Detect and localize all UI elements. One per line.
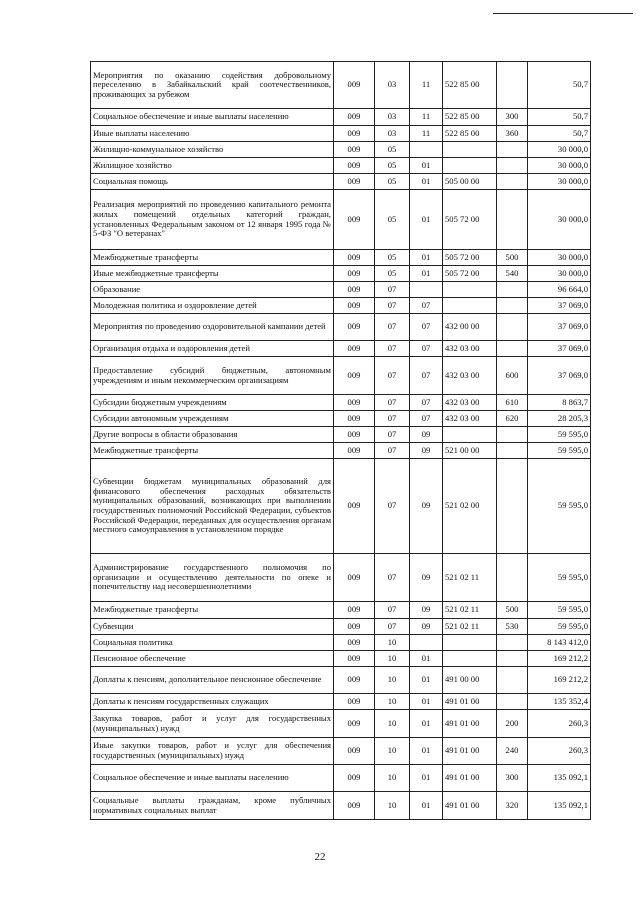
cell-csr xyxy=(443,651,497,667)
cell-csr: 505 72 00 xyxy=(443,190,497,250)
cell-csr: 505 72 00 xyxy=(443,266,497,282)
cell-csr: 432 03 00 xyxy=(443,411,497,427)
cell-name: Организация отдыха и оздоровления детей xyxy=(91,341,334,357)
table-row xyxy=(91,738,591,765)
cell-amount: 37 069,0 xyxy=(528,341,591,357)
cell-ved: 009 xyxy=(334,395,375,411)
table-row xyxy=(91,341,591,357)
cell-vr xyxy=(497,651,528,667)
cell-ved: 009 xyxy=(334,667,375,694)
cell-vr: 540 xyxy=(497,266,528,282)
cell-amount: 30 000,0 xyxy=(528,158,591,174)
cell-amount: 8 863,7 xyxy=(528,395,591,411)
cell-rz: 07 xyxy=(375,459,410,554)
cell-pr: 09 xyxy=(410,427,443,443)
cell-csr: 521 02 11 xyxy=(443,602,497,619)
table-row xyxy=(91,126,591,142)
cell-ved: 009 xyxy=(334,554,375,602)
table-row xyxy=(91,667,591,694)
cell-amount: 96 664,0 xyxy=(528,282,591,298)
table-row xyxy=(91,765,591,792)
cell-amount: 135 352,4 xyxy=(528,694,591,710)
cell-vr xyxy=(497,314,528,341)
cell-ved: 009 xyxy=(334,158,375,174)
cell-ved: 009 xyxy=(334,341,375,357)
cell-amount: 260,3 xyxy=(528,738,591,765)
cell-ved: 009 xyxy=(334,765,375,792)
cell-csr: 521 02 11 xyxy=(443,619,497,635)
cell-ved: 009 xyxy=(334,619,375,635)
cell-rz: 07 xyxy=(375,298,410,314)
cell-name: Иные выплаты населению xyxy=(91,126,334,142)
cell-vr xyxy=(497,667,528,694)
cell-pr: 09 xyxy=(410,459,443,554)
table-row xyxy=(91,651,591,667)
cell-name: Социальное обеспечение и иные выплаты населению xyxy=(91,765,334,792)
table-row xyxy=(91,792,591,820)
cell-ved: 009 xyxy=(334,190,375,250)
cell-csr: 522 85 00 xyxy=(443,109,497,126)
cell-name: Доплаты к пенсиям, дополнительное пенсионное обеспечение xyxy=(91,667,334,694)
cell-pr: 07 xyxy=(410,314,443,341)
cell-name: Социальная помощь xyxy=(91,174,334,190)
table-row xyxy=(91,602,591,619)
cell-name: Образование xyxy=(91,282,334,298)
cell-ved: 009 xyxy=(334,142,375,158)
cell-vr xyxy=(497,341,528,357)
table-row xyxy=(91,158,591,174)
cell-ved: 009 xyxy=(334,792,375,820)
cell-pr: 11 xyxy=(410,62,443,109)
cell-ved: 009 xyxy=(334,651,375,667)
cell-ved: 009 xyxy=(334,109,375,126)
cell-csr: 522 85 00 xyxy=(443,62,497,109)
cell-name: Реализация мероприятий по проведению капитального ремонта жилых помещений отдельных категорий граждан, установленных Федеральным законом от 12 января 1995 года № 5-ФЗ "О ветеранах" xyxy=(91,190,334,250)
cell-vr: 610 xyxy=(497,395,528,411)
cell-pr: 07 xyxy=(410,341,443,357)
cell-name: Молодежная политика и оздоровление детей xyxy=(91,298,334,314)
cell-name: Социальные выплаты гражданам, кроме публичных нормативных социальных выплат xyxy=(91,792,334,820)
cell-csr: 521 00 00 xyxy=(443,443,497,459)
cell-csr: 491 01 00 xyxy=(443,738,497,765)
cell-amount: 30 000,0 xyxy=(528,174,591,190)
cell-amount: 59 595,0 xyxy=(528,459,591,554)
table-row xyxy=(91,694,591,710)
table-row xyxy=(91,395,591,411)
cell-pr xyxy=(410,142,443,158)
cell-vr: 240 xyxy=(497,738,528,765)
cell-amount: 30 000,0 xyxy=(528,190,591,250)
cell-amount: 30 000,0 xyxy=(528,142,591,158)
cell-rz: 07 xyxy=(375,602,410,619)
cell-csr: 521 02 00 xyxy=(443,459,497,554)
cell-name: Закупка товаров, работ и услуг для государственных (муниципальных) нужд xyxy=(91,710,334,738)
cell-rz: 07 xyxy=(375,619,410,635)
cell-amount: 59 595,0 xyxy=(528,554,591,602)
cell-name: Субвенции бюджетам муниципальных образований для финансового обеспечения расходных обязательств муниципальных образований, возникающих при выполнении государственных полномочий Российской Федерации, субъектов Российской Федерации, переданных для осуществления органам местного самоуправления в установленном порядке xyxy=(91,459,334,554)
cell-pr: 09 xyxy=(410,619,443,635)
cell-csr xyxy=(443,635,497,651)
cell-name: Социальная политика xyxy=(91,635,334,651)
budget-table xyxy=(90,61,591,820)
table-row xyxy=(91,109,591,126)
cell-vr xyxy=(497,158,528,174)
cell-rz: 05 xyxy=(375,266,410,282)
cell-csr xyxy=(443,282,497,298)
table-row xyxy=(91,142,591,158)
cell-csr xyxy=(443,142,497,158)
cell-ved: 009 xyxy=(334,266,375,282)
cell-pr: 07 xyxy=(410,357,443,395)
cell-name: Доплаты к пенсиям государственных служащих xyxy=(91,694,334,710)
page-number: 22 xyxy=(314,851,326,863)
cell-vr xyxy=(497,459,528,554)
cell-rz: 10 xyxy=(375,710,410,738)
cell-vr xyxy=(497,282,528,298)
cell-vr xyxy=(497,298,528,314)
cell-vr xyxy=(497,142,528,158)
cell-amount: 59 595,0 xyxy=(528,427,591,443)
cell-amount: 59 595,0 xyxy=(528,619,591,635)
cell-csr: 491 00 00 xyxy=(443,667,497,694)
cell-amount: 135 092,1 xyxy=(528,765,591,792)
cell-csr: 491 01 00 xyxy=(443,694,497,710)
cell-amount: 169 212,2 xyxy=(528,667,591,694)
table-row xyxy=(91,62,591,109)
cell-name: Предоставление субсидий бюджетным, автономным учреждениям и иным некоммерческим организациям xyxy=(91,357,334,395)
cell-vr xyxy=(497,427,528,443)
cell-amount: 37 069,0 xyxy=(528,357,591,395)
cell-ved: 009 xyxy=(334,694,375,710)
cell-vr: 300 xyxy=(497,109,528,126)
cell-pr: 09 xyxy=(410,554,443,602)
cell-ved: 009 xyxy=(334,411,375,427)
cell-vr xyxy=(497,62,528,109)
header-rule xyxy=(493,13,633,14)
cell-csr: 491 01 00 xyxy=(443,792,497,820)
cell-csr xyxy=(443,158,497,174)
cell-name: Субсидии бюджетным учреждениям xyxy=(91,395,334,411)
cell-csr: 522 85 00 xyxy=(443,126,497,142)
cell-vr: 500 xyxy=(497,250,528,266)
cell-rz: 07 xyxy=(375,427,410,443)
cell-csr: 505 72 00 xyxy=(443,250,497,266)
cell-name: Межбюджетные трансферты xyxy=(91,602,334,619)
cell-rz: 07 xyxy=(375,554,410,602)
cell-amount: 59 595,0 xyxy=(528,602,591,619)
cell-rz: 10 xyxy=(375,738,410,765)
cell-csr: 521 02 11 xyxy=(443,554,497,602)
cell-vr xyxy=(497,190,528,250)
cell-pr: 01 xyxy=(410,710,443,738)
cell-csr: 432 03 00 xyxy=(443,357,497,395)
cell-name: Жилищное хозяйство xyxy=(91,158,334,174)
cell-vr: 360 xyxy=(497,126,528,142)
cell-rz: 03 xyxy=(375,109,410,126)
cell-amount: 30 000,0 xyxy=(528,250,591,266)
cell-pr xyxy=(410,282,443,298)
cell-csr xyxy=(443,298,497,314)
cell-name: Социальное обеспечение и иные выплаты населению xyxy=(91,109,334,126)
cell-name: Иные межбюджетные трансферты xyxy=(91,266,334,282)
cell-csr: 491 01 00 xyxy=(443,710,497,738)
cell-name: Мероприятия по проведению оздоровительной кампании детей xyxy=(91,314,334,341)
table-row xyxy=(91,619,591,635)
cell-vr: 300 xyxy=(497,765,528,792)
cell-ved: 009 xyxy=(334,250,375,266)
cell-name: Межбюджетные трансферты xyxy=(91,443,334,459)
table-row xyxy=(91,710,591,738)
cell-amount: 135 092,1 xyxy=(528,792,591,820)
cell-amount: 50,7 xyxy=(528,62,591,109)
cell-rz: 10 xyxy=(375,651,410,667)
table-row xyxy=(91,443,591,459)
cell-ved: 009 xyxy=(334,427,375,443)
cell-rz: 07 xyxy=(375,282,410,298)
table-row xyxy=(91,427,591,443)
cell-pr: 07 xyxy=(410,298,443,314)
cell-ved: 009 xyxy=(334,710,375,738)
cell-csr: 491 01 00 xyxy=(443,765,497,792)
cell-pr: 01 xyxy=(410,190,443,250)
cell-amount: 169 212,2 xyxy=(528,651,591,667)
cell-pr: 01 xyxy=(410,667,443,694)
budget-table-body xyxy=(91,62,591,820)
cell-pr: 01 xyxy=(410,266,443,282)
cell-amount: 37 069,0 xyxy=(528,298,591,314)
cell-pr: 07 xyxy=(410,395,443,411)
cell-rz: 07 xyxy=(375,357,410,395)
cell-pr xyxy=(410,635,443,651)
cell-csr: 432 03 00 xyxy=(443,341,497,357)
cell-ved: 009 xyxy=(334,282,375,298)
cell-pr: 01 xyxy=(410,250,443,266)
cell-vr xyxy=(497,694,528,710)
cell-pr: 01 xyxy=(410,792,443,820)
cell-rz: 07 xyxy=(375,395,410,411)
cell-pr: 09 xyxy=(410,443,443,459)
cell-rz: 05 xyxy=(375,250,410,266)
cell-name: Субвенции xyxy=(91,619,334,635)
cell-rz: 10 xyxy=(375,765,410,792)
cell-ved: 009 xyxy=(334,738,375,765)
cell-vr: 320 xyxy=(497,792,528,820)
table-row xyxy=(91,250,591,266)
cell-csr: 432 03 00 xyxy=(443,395,497,411)
cell-name: Администрирование государственного полномочия по организации и осуществлению деятельности по опеке и попечительству над несовершеннолетними xyxy=(91,554,334,602)
table-row xyxy=(91,314,591,341)
table-row xyxy=(91,357,591,395)
cell-amount: 28 205,3 xyxy=(528,411,591,427)
cell-name: Межбюджетные трансферты xyxy=(91,250,334,266)
cell-rz: 05 xyxy=(375,142,410,158)
table-row xyxy=(91,554,591,602)
cell-rz: 07 xyxy=(375,341,410,357)
table-row xyxy=(91,635,591,651)
cell-ved: 009 xyxy=(334,459,375,554)
cell-pr: 07 xyxy=(410,411,443,427)
cell-rz: 10 xyxy=(375,792,410,820)
table-row xyxy=(91,298,591,314)
cell-name: Другие вопросы в области образования xyxy=(91,427,334,443)
cell-pr: 01 xyxy=(410,765,443,792)
cell-csr xyxy=(443,427,497,443)
table-row xyxy=(91,266,591,282)
cell-pr: 01 xyxy=(410,158,443,174)
cell-amount: 30 000,0 xyxy=(528,266,591,282)
cell-pr: 11 xyxy=(410,126,443,142)
cell-ved: 009 xyxy=(334,62,375,109)
cell-pr: 09 xyxy=(410,602,443,619)
cell-amount: 37 069,0 xyxy=(528,314,591,341)
cell-rz: 07 xyxy=(375,443,410,459)
cell-vr xyxy=(497,174,528,190)
cell-rz: 03 xyxy=(375,126,410,142)
cell-vr: 200 xyxy=(497,710,528,738)
cell-vr: 500 xyxy=(497,602,528,619)
cell-vr: 620 xyxy=(497,411,528,427)
cell-ved: 009 xyxy=(334,443,375,459)
cell-pr: 01 xyxy=(410,174,443,190)
cell-vr: 600 xyxy=(497,357,528,395)
cell-rz: 05 xyxy=(375,190,410,250)
cell-rz: 07 xyxy=(375,411,410,427)
table-row xyxy=(91,190,591,250)
cell-vr xyxy=(497,635,528,651)
cell-rz: 05 xyxy=(375,158,410,174)
cell-ved: 009 xyxy=(334,357,375,395)
cell-ved: 009 xyxy=(334,126,375,142)
cell-rz: 05 xyxy=(375,174,410,190)
table-row xyxy=(91,459,591,554)
cell-amount: 50,7 xyxy=(528,109,591,126)
cell-rz: 10 xyxy=(375,694,410,710)
cell-rz: 10 xyxy=(375,635,410,651)
cell-csr: 432 00 00 xyxy=(443,314,497,341)
cell-amount: 260,3 xyxy=(528,710,591,738)
table-row xyxy=(91,411,591,427)
cell-vr: 530 xyxy=(497,619,528,635)
cell-pr: 01 xyxy=(410,738,443,765)
cell-vr xyxy=(497,554,528,602)
cell-pr: 01 xyxy=(410,694,443,710)
cell-rz: 10 xyxy=(375,667,410,694)
cell-amount: 50,7 xyxy=(528,126,591,142)
cell-csr: 505 00 00 xyxy=(443,174,497,190)
cell-name: Пенсионное обеспечение xyxy=(91,651,334,667)
cell-amount: 59 595,0 xyxy=(528,443,591,459)
cell-rz: 07 xyxy=(375,314,410,341)
cell-ved: 009 xyxy=(334,635,375,651)
cell-pr: 11 xyxy=(410,109,443,126)
cell-ved: 009 xyxy=(334,602,375,619)
cell-ved: 009 xyxy=(334,298,375,314)
cell-amount: 8 143 412,0 xyxy=(528,635,591,651)
cell-name: Жилищно-коммунальное хозяйство xyxy=(91,142,334,158)
cell-pr: 01 xyxy=(410,651,443,667)
cell-name: Мероприятия по оказанию содействия добровольному переселению в Забайкальский край соотечественников, проживающих за рубежом xyxy=(91,62,334,109)
cell-vr xyxy=(497,443,528,459)
cell-ved: 009 xyxy=(334,314,375,341)
table-row xyxy=(91,174,591,190)
table-row xyxy=(91,282,591,298)
cell-name: Иные закупки товаров, работ и услуг для обеспечения государственных (муниципальных) нужд xyxy=(91,738,334,765)
cell-rz: 03 xyxy=(375,62,410,109)
cell-ved: 009 xyxy=(334,174,375,190)
cell-name: Субсидии автономным учреждениям xyxy=(91,411,334,427)
